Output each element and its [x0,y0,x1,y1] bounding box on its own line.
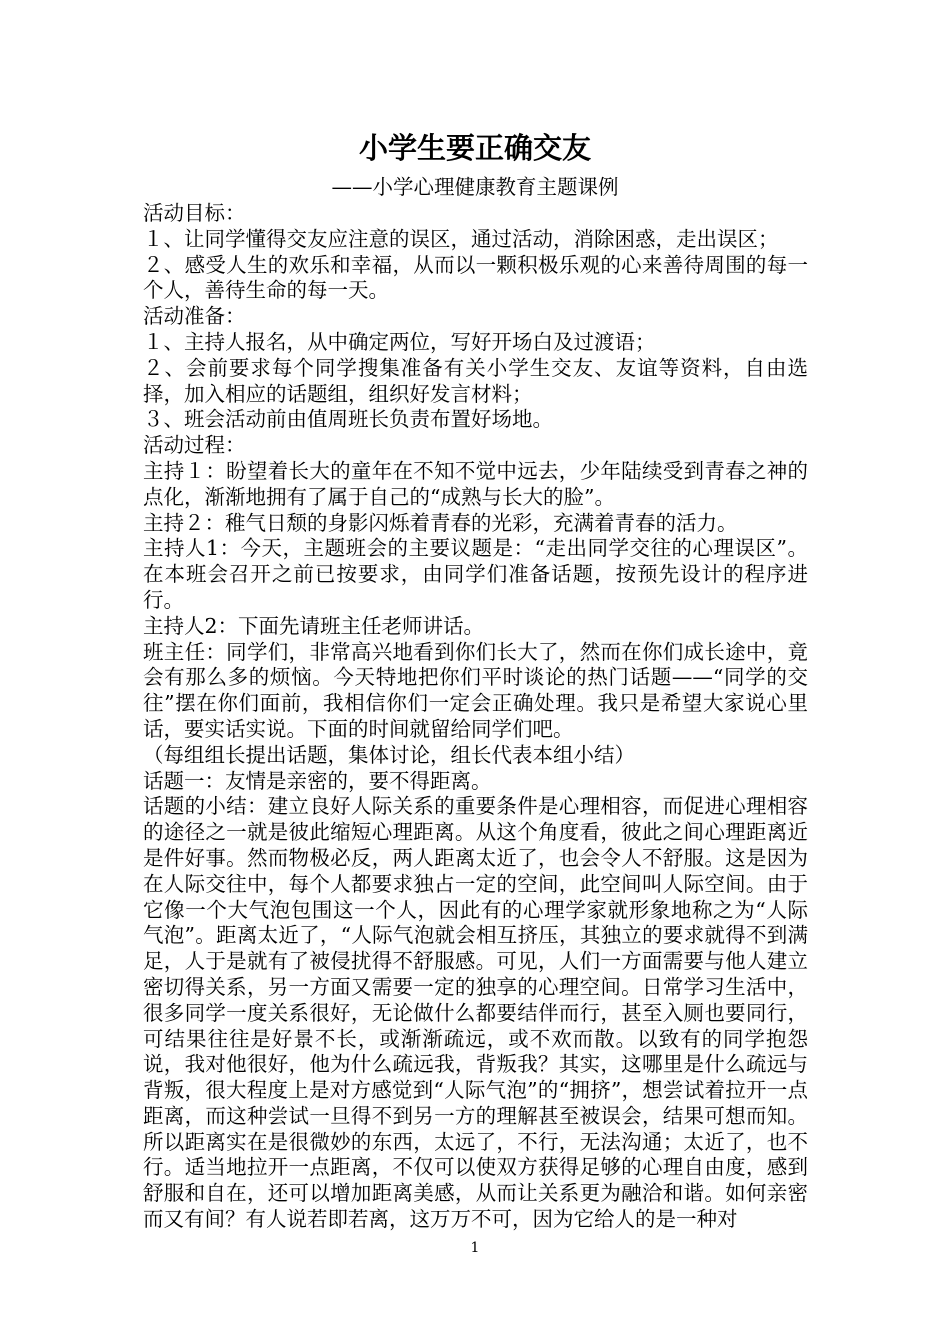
paragraph: 话题一：友情是亲密的，要不得距离。 [143,768,492,793]
paragraph: 话题的小结：建立良好人际关系的重要条件是心理相容，而促进心理相容的途径之一就是彼此缩短心理距离。从这个角度看，彼此之间心理距离近是件好事。然而物极必反，两人距离太近了，也会令人不舒服。这是因为在人际交往中，每个人都要求独占一定的空间，此空间叫人际空间。由于它像一个大气泡包围这一个人，因此有的心理学家就形象地称之为“人际气泡”。距离太近了，“人际气泡就会相互挤压，其独立的要求就得不到满足，人于是就有了被侵扰得不舒服感。可见，人们一方面需要与他人建立密切得关系，另一方面又需要一定的独享的心理空间。日常学习生活中，很多同学一度关系很好，无论做什么都要结伴而行，甚至入厕也要同行，可结果往往是好景不长，或渐渐疏远，或不欢而散。以致有的同学抱怨说，我对他很好，他为什么疏远我，背叛我？其实，这哪里是什么疏远与背叛，很大程度上是对方感觉到“人际气泡”的“拥挤”，想尝试着拉开一点距离，而这种尝试一旦得不到另一方的理解甚至被误会，结果可想而知。所以距离实在是很微妙的东西，太远了，不行，无法沟通；太近了，也不行。适当地拉开一点距离，不仅可以使双方获得足够的心理自由度，感到舒服和自在，还可以增加距离美感，从而让关系更为融洽和谐。如何亲密而又有间？有人说若即若离，这万万不可，因为它给人的是一种对 [143,794,808,1232]
paragraph: 主持人2：下面先请班主任老师讲话。 [143,613,485,638]
paragraph: 主持１：盼望着长大的童年在不知不觉中远去，少年陆续受到青春之神的点化，渐渐地拥有了属于自己的“成熟与长大的脸”。 [143,458,808,509]
paragraph: 主持２：稚气日颓的身影闪烁着青春的光彩，充满着青春的活力。 [143,510,738,535]
document-title: 小学生要正确交友 [358,131,591,165]
paragraph: ３、班会活动前由值周班长负责布置好场地。 [143,407,553,432]
paragraph: ２、会前要求每个同学搜集准备有关小学生交友、友谊等资料，自由选择，加入相应的话题组，组织好发言材料； [143,355,808,406]
paragraph: １、主持人报名，从中确定两位，写好开场白及过渡语； [143,329,656,354]
document-subtitle: ——小学心理健康教育主题课例 [331,175,619,199]
paragraph: １、让同学懂得交友应注意的误区，通过活动，消除困惑，走出误区； [143,226,779,251]
document-body [143,201,808,1233]
paragraph: 主持人1：今天，主题班会的主要议题是：“走出同学交往的心理误区”。在本班会召开之前已按要求，由同学们准备话题，按预先设计的程序进行。 [143,536,808,612]
page-number: 1 [470,1240,480,1256]
paragraph: 班主任：同学们，非常高兴地看到你们长大了，然而在你们成长途中，竟会有那么多的烦恼。今天特地把你们平时谈论的热门话题——“同学的交往”摆在你们面前，我相信你们一定会正确处理。我只是希望大家说心里话，要实话实说。下面的时间就留给同学们吧。 [143,639,808,741]
paragraph: 活动过程： [143,433,246,458]
paragraph: （每组组长提出话题，集体讨论，组长代表本组小结） [143,742,635,767]
paragraph: 活动目标： [143,201,246,225]
paragraph: 活动准备： [143,304,246,329]
paragraph: ２、感受人生的欢乐和幸福，从而以一颗积极乐观的心来善待周围的每一个人，善待生命的每一天。 [143,252,808,303]
